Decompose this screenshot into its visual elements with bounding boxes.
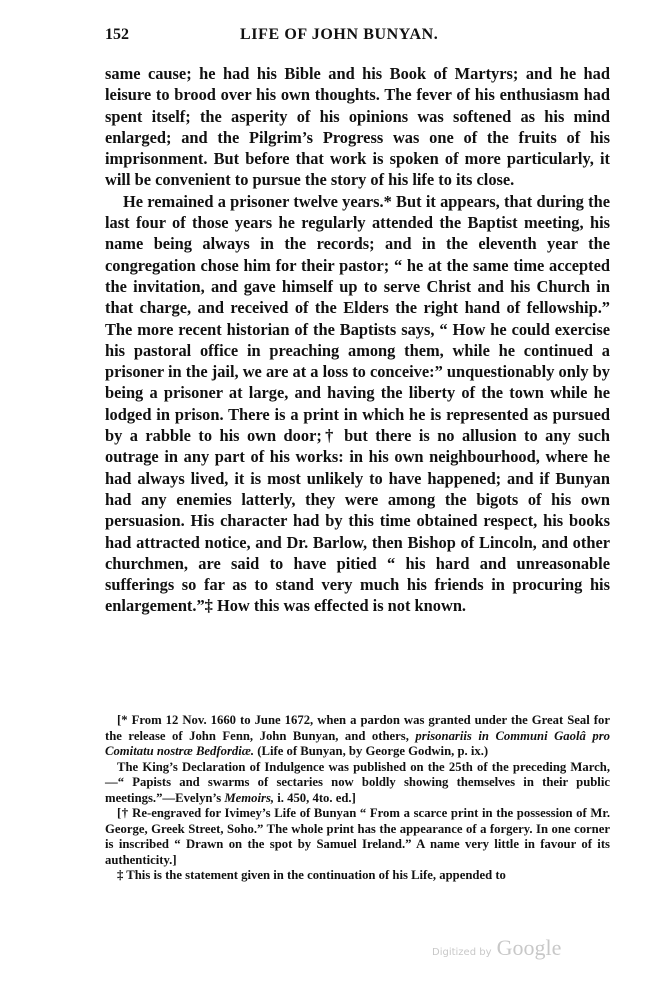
footnote-indulgence-memoirs: Memoirs, xyxy=(224,790,275,805)
footnote-star xyxy=(105,713,610,760)
footnote-star-text: [* From 12 Nov. 1660 to June 1672, when a pardon was granted under the Great Seal for the release of John Fenn, John Bunyan, and others, xyxy=(105,713,610,743)
footnote-star-latin: prisonariis in Communi Gaolâ pro Comitatu nostræ Bedfordiæ. xyxy=(105,728,610,758)
watermark-prefix: Digitized by xyxy=(432,947,492,958)
running-title: LIFE OF JOHN BUNYAN. xyxy=(240,26,439,43)
footnote-indulgence xyxy=(105,760,610,807)
google-watermark xyxy=(432,935,561,961)
footnote-star-source: (Life of Bunyan, by George Godwin, p. ix.) xyxy=(254,744,489,758)
footnote-indulgence-source: i. 450, 4to. ed.] xyxy=(274,790,356,805)
page-header xyxy=(105,26,610,50)
paragraph-continued: same cause; he had his Bible and his Book of Martyrs; and he had leisure to brood over his own thoughts. The fever of his enthusiasm had spent itself; the asperity of his opinions was softened as his mind enlarged; and the Pilgrim’s Progress was one of the fruits of his imprisonment. But before that work is spoken of more particularly, it will be convenient to pursue the story of his life to its close. xyxy=(105,64,610,190)
page-number: 152 xyxy=(105,26,129,43)
footnote-double-dagger: ‡ This is the statement given in the continuation of his Life, appended to xyxy=(117,868,506,882)
paragraph-prisoner: He remained a prisoner twelve years.* But it appears, that during the last four of those years he regularly attended the Baptist meeting, his name being always in the records; and in the eleventh year the congregation chose him for their pastor; “ he at the same time accepted the invitation, and gave himself up to serve Christ and his Church in that charge, and received of the Elders the right hand of fellowship.” The more recent historian of the Baptists says, “ How he could exercise his pastoral office in preaching among them, while he continued a prisoner in the jail, we are at a loss to conceive:” unquestionably only by being a prisoner at large, and having the liberty of the town while he lodged in prison. There is a print in which he is represented as pursued by a rabble to his own door;† but there is no allusion to any such outrage in any part of his works: in his own neighbourhood, where he had always lived, it is most unlikely to have happened; and if Bunyan had any enemies latterly, they were among the bigots of his own persuasion. His character had by this time obtained respect, his books had attracted notice, and Dr. Barlow, then Bishop of Lincoln, and other churchmen, are said to have pitied “ his hard and unreasonable sufferings so far as to stand very much his friends in procuring his enlargement.”‡ How this was effected is not known. xyxy=(105,191,610,616)
footnote-dagger: [† Re-engraved for Ivimey’s Life of Bunyan “ From a scarce print in the possession of Mr. George, Greek Street, Soho.” The whole print has the appearance of a forgery. In one corner is inscribed “ Drawn on the spot by Samuel Ireland.” A name very little in favour of its authenticity.] xyxy=(105,806,610,867)
main-text xyxy=(105,63,610,617)
footnote-indulgence-text: The King’s Declaration of Indulgence was published on the 25th of the preceding March,—“ Papists and swarms of sectaries now boldly showing themselves in their public meetings.”—Evelyn’s xyxy=(105,759,610,805)
watermark-brand: Google xyxy=(496,935,562,960)
footnotes xyxy=(105,713,610,884)
